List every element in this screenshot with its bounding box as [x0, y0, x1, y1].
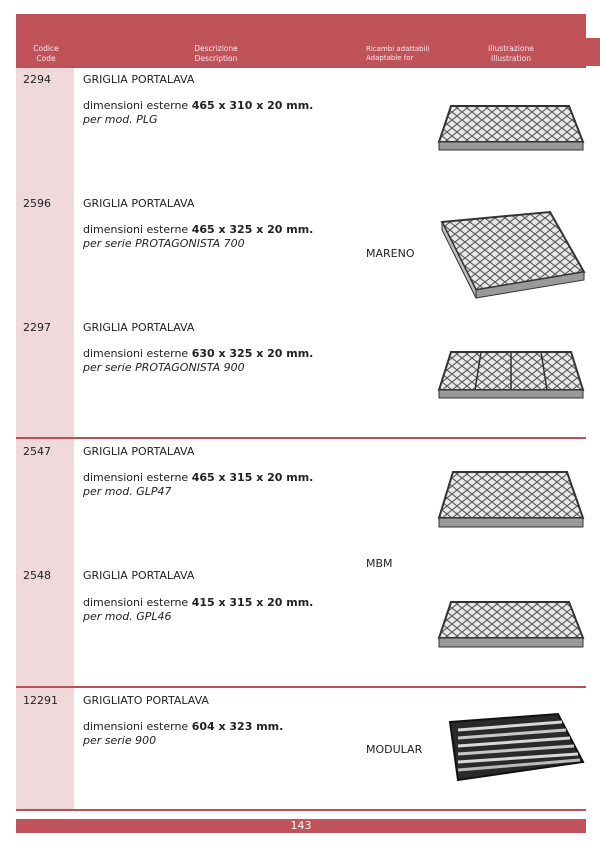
- header-tab: [585, 38, 600, 66]
- separator-1: [16, 437, 586, 439]
- item-title: GRIGLIA PORTALAVA: [83, 197, 195, 210]
- dim-value: 630 x 325 x 20 mm.: [191, 347, 314, 360]
- brand-label: MBM: [366, 557, 393, 570]
- separator-2: [16, 686, 586, 688]
- grill-grate-image: [437, 104, 585, 152]
- item-code: 12291: [23, 694, 58, 707]
- item-fit: per serie PROTAGONISTA 700: [83, 237, 245, 250]
- item-fit: per mod. GPL46: [83, 610, 172, 623]
- header-code-it: Codice: [33, 44, 59, 53]
- item-dimensions: [83, 720, 283, 733]
- header-desc-en: Description: [194, 53, 238, 63]
- footer-bar: [16, 819, 586, 833]
- item-dimensions: [83, 223, 313, 236]
- item-code: 2596: [23, 197, 51, 210]
- separator-top: [16, 66, 586, 68]
- item-fit: per mod. PLG: [83, 113, 158, 126]
- dim-label: dimensioni esterne: [83, 471, 192, 484]
- item-fit: per mod. GLP47: [83, 485, 172, 498]
- table-header: [16, 14, 586, 66]
- header-adapt-en: Adaptable for: [366, 53, 414, 62]
- dim-value: 465 x 325 x 20 mm.: [191, 223, 314, 236]
- dim-value: 415 x 315 x 20 mm.: [191, 596, 314, 609]
- header-illus-it: Illustrazione: [488, 44, 534, 53]
- grill-grate-image: [437, 350, 585, 400]
- item-dimensions: [83, 347, 313, 360]
- dim-label: dimensioni esterne: [83, 99, 192, 112]
- dim-label: dimensioni esterne: [83, 720, 192, 733]
- item-code: 2294: [23, 73, 51, 86]
- header-desc-it: Descrizione: [194, 44, 238, 53]
- item-fit: per serie 900: [83, 734, 157, 747]
- separator-bottom: [16, 809, 586, 811]
- grill-grate-image: [440, 712, 585, 784]
- header-illustration: [471, 44, 551, 63]
- grill-grate-image: [440, 210, 586, 300]
- item-title: GRIGLIA PORTALAVA: [83, 321, 195, 334]
- dim-value: 465 x 310 x 20 mm.: [191, 99, 314, 112]
- item-code: 2547: [23, 445, 51, 458]
- header-code-en: Code: [36, 53, 56, 63]
- brand-label: MODULAR: [366, 743, 423, 756]
- item-fit: per serie PROTAGONISTA 900: [83, 361, 245, 374]
- item-dimensions: [83, 596, 313, 609]
- dim-label: dimensioni esterne: [83, 596, 192, 609]
- header-illus-en: Illustration: [490, 53, 532, 63]
- header-adapt-it: Ricambi adattabili: [366, 45, 430, 53]
- header-description: [146, 44, 286, 63]
- item-title: GRIGLIA PORTALAVA: [83, 569, 195, 582]
- item-dimensions: [83, 99, 313, 112]
- dim-value: 604 x 323 mm.: [191, 720, 284, 733]
- dim-label: dimensioni esterne: [83, 223, 192, 236]
- item-title: GRIGLIA PORTALAVA: [83, 73, 195, 86]
- item-dimensions: [83, 471, 313, 484]
- header-adaptable: [366, 45, 466, 62]
- header-code: [20, 44, 72, 63]
- grill-grate-image: [437, 470, 585, 530]
- dim-label: dimensioni esterne: [83, 347, 192, 360]
- item-title: GRIGLIA PORTALAVA: [83, 445, 195, 458]
- item-code: 2297: [23, 321, 51, 334]
- page-number: 143: [290, 819, 312, 832]
- brand-label: MARENO: [366, 247, 415, 260]
- item-title: GRIGLIATO PORTALAVA: [83, 694, 209, 707]
- dim-value: 465 x 315 x 20 mm.: [191, 471, 314, 484]
- item-code: 2548: [23, 569, 51, 582]
- grill-grate-image: [437, 600, 585, 650]
